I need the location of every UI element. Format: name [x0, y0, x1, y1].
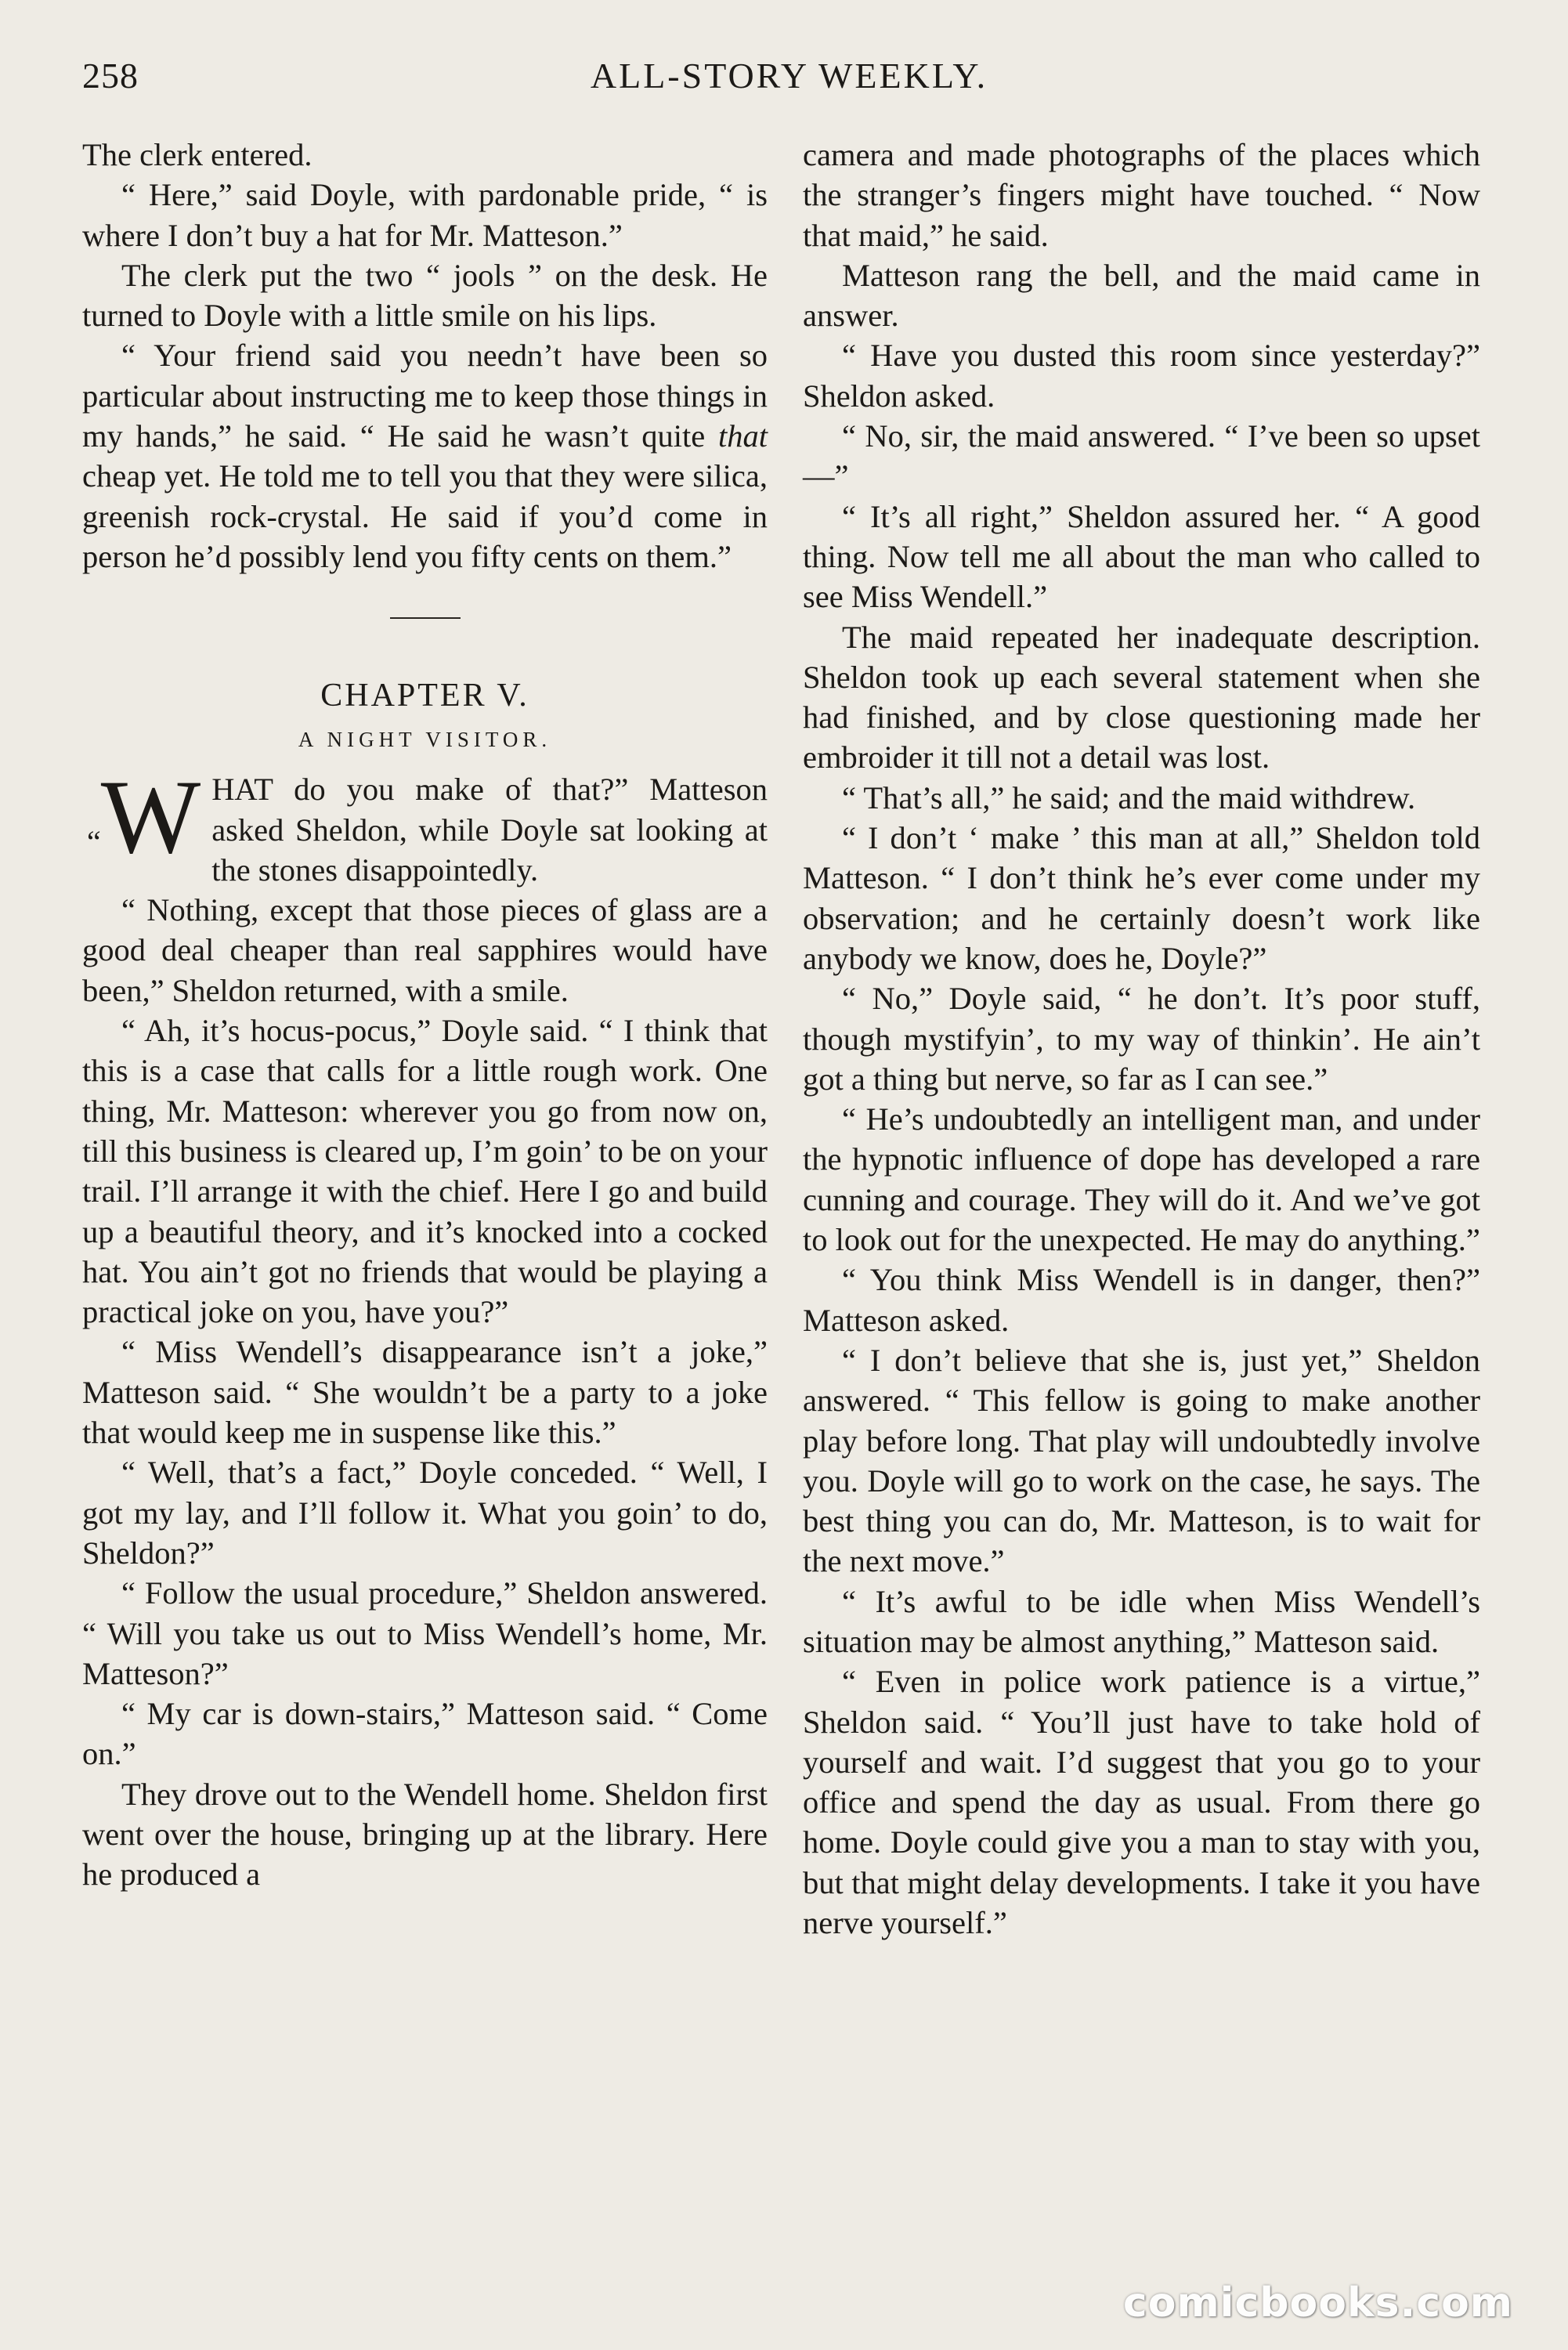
paragraph: “ Follow the usual procedure,” Sheldon answered. “ Will you take us out to Miss Wendell’s home, Mr. Matteson?” — [82, 1575, 768, 1691]
drop-cap-letter: W — [100, 759, 201, 877]
paragraph: “ Have you dusted this room since yesterday?” Sheldon asked. — [803, 338, 1480, 414]
paragraph: “ Well, that’s a fact,” Doyle conceded. “ Well, I got my lay, and I’ll follow it. What you goin’ to do, Sheldon?” — [82, 1455, 768, 1571]
paragraph: “ Miss Wendell’s disappearance isn’t a joke,” Matteson said. “ She wouldn’t be a party to a joke that would keep me in suspense like this.” — [82, 1334, 768, 1451]
right-column — [803, 135, 1480, 1943]
left-column — [82, 135, 768, 1895]
paragraph: “ It’s awful to be idle when Miss Wendell’s situation may be almost anything,” Matteson said. — [803, 1583, 1480, 1659]
paragraph: “ It’s all right,” Sheldon assured her. “ A good thing. Now tell me all about the man who called to see Miss Wendell.” — [803, 498, 1480, 615]
paragraph: “ No,” Doyle said, “ he don’t. It’s poor stuff, though mystifyin’, to my way of thinkin’. He ain’t got a thing but nerve, so far as I can see.” — [803, 981, 1480, 1097]
paragraph: “ I don’t believe that she is, just yet,” Sheldon answered. “ This fellow is going to make another play before long. That play will undoubtedly involve you. Doyle will go to work on the case, he says. The best thing you can do, Mr. Matteson, is to wait for the next move.” — [803, 1342, 1480, 1579]
paragraph: “ Even in police work patience is a virtue,” Sheldon said. “ You’ll just have to take hold of yourself and wait. I’d suggest that you go to your office and spend the day as usual. From there go home. Doyle could give you a man to stay with you, but that might delay developments. I take it you have nerve yourself.” — [803, 1664, 1480, 1941]
paragraph: “ He’s undoubtedly an intelligent man, and under the hypnotic influence of dope has developed a rare cunning and courage. They will do it. And we’ve got to look out for the unexpected. He may do anything.” — [803, 1101, 1480, 1258]
paragraph: The clerk put the two “ jools ” on the desk. He turned to Doyle with a little smile on his lips. — [82, 257, 768, 334]
emphasis-word: that — [717, 418, 768, 454]
opening-quote: “ — [87, 824, 101, 860]
site-watermark: comicbooks.com — [1122, 2280, 1513, 2326]
running-head: ALL-STORY WEEKLY. — [590, 56, 988, 96]
paragraph: “ Nothing, except that those pieces of glass are a good deal cheaper than real sapphires would have been,” Sheldon returned, with a smile. — [82, 892, 768, 1008]
paragraph-text: told me to tell you that they were silica, greenish rock-crystal. He said if you’d come in person he’d possibly lend you fifty cents on them.” — [82, 458, 768, 574]
paragraph: They drove out to the Wendell home. Sheldon first went over the house, bringing up at the library. Here he produced a — [82, 1776, 768, 1893]
paragraph: The maid repeated her inadequate description. Sheldon took up each several statement when she had finished, and by close questioning made her embroider it till not a detail was lost. — [803, 619, 1480, 776]
page-number: 258 — [82, 56, 139, 96]
paragraph: “ No, sir, the maid answered. “ I’ve been so upset—” — [803, 418, 1480, 494]
paragraph: “ I don’t ‘ make ’ this man at all,” Sheldon told Matteson. “ I don’t think he’s ever come under my observation; and he certainly doesn’t work like anybody we know, does he, Doyle?” — [803, 820, 1480, 976]
paragraph: “ That’s all,” he said; and the maid withdrew. — [842, 779, 1416, 815]
paragraph: “ You think Miss Wendell is in danger, then?” Matteson asked. — [803, 1262, 1480, 1338]
chapter-title: CHAPTER V. — [320, 678, 529, 714]
paragraph: “ Ah, it’s hocus-pocus,” Doyle said. “ I think that this is a case that calls for a little rough work. One thing, Mr. Matteson: wherever you go from now on, till this business is cleared up, I’m goin’ to be on your trail. I’ll arrange it with the chief. Here I go and build up a beautiful theory, and it’s knocked into a cocked hat. You ain’t got no friends that would be playing a practical joke on you, have you?” — [82, 1013, 768, 1330]
paragraph: “ Here,” said Doyle, with pardonable pride, “ is where I don’t buy a hat for Mr. Matteson.” — [82, 177, 768, 253]
section-divider — [390, 617, 461, 619]
page-header — [82, 55, 1496, 110]
paragraph: Matteson rang the bell, and the maid came in answer. — [803, 257, 1480, 334]
paragraph-text: HAT do you make of that?” Matteson asked Sheldon, while Doyle sat looking at the stones disappointedly. — [211, 772, 768, 888]
drop-cap — [82, 759, 201, 886]
paragraph: “ My car is down-stairs,” Matteson said. “ Come on.” — [82, 1696, 768, 1772]
paragraph: camera and made photographs of the places which the stranger’s fingers might have touched. “ Now that maid,” he said. — [803, 137, 1480, 253]
paragraph-with-emphasis — [82, 335, 768, 577]
paragraph-text: cheap yet. He — [82, 458, 256, 494]
paragraph: The clerk entered. — [82, 137, 313, 172]
paragraph-text: “ Your friend said you needn’t have been so particular about instructing me to keep those things in my hands,” he said. “ He said he wasn’t quite — [82, 338, 768, 454]
chapter-opening-paragraph — [82, 759, 768, 890]
chapter-subtitle: A NIGHT VISITOR. — [298, 728, 552, 752]
